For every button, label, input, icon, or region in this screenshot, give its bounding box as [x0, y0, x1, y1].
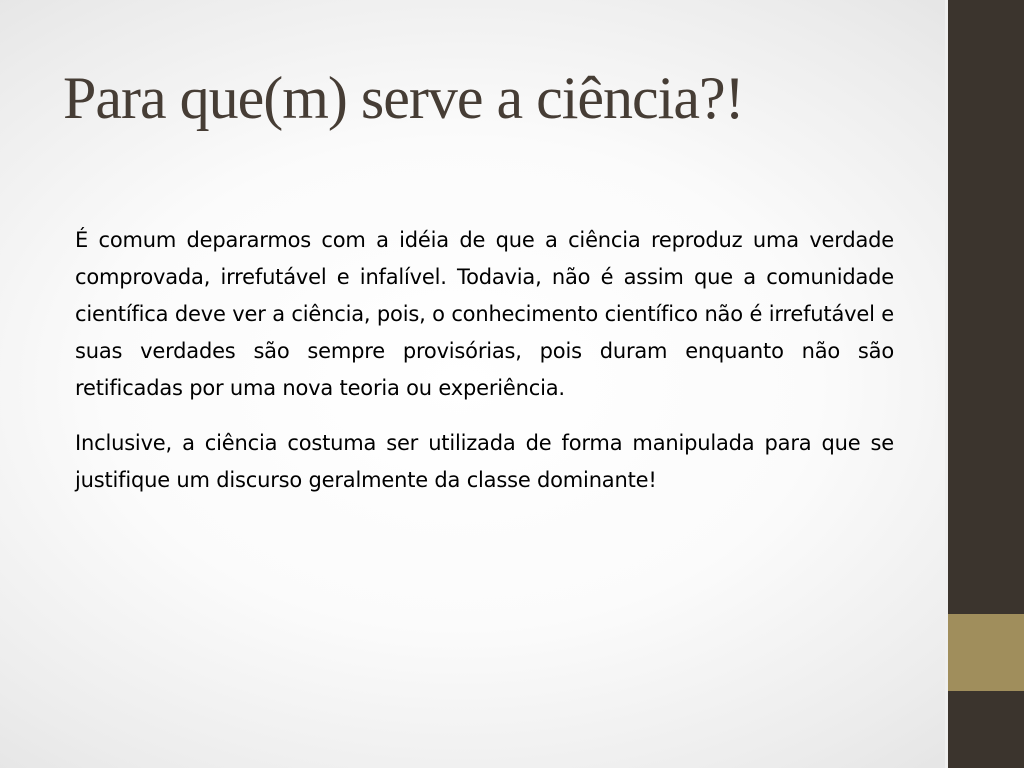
- sidebar-accent-block: [948, 614, 1024, 691]
- body-paragraph-2: Inclusive, a ciência costuma ser utilizada de forma manipulada para que se justifique um discurso geralmente da classe dominante!: [75, 431, 894, 492]
- slide-title: Para que(m) serve a ciência?!: [63, 65, 744, 131]
- slide-body: [75, 222, 894, 517]
- body-paragraph-1: É comum depararmos com a idéia de que a ciência reproduz uma verdade comprovada, irrefutável e infalível. Todavia, não é assim que a comunidade científica deve ver a ciência, pois, o conhecimento científico não é irrefutável e suas verdades são sempre provisórias, pois duram enquanto não são retificadas por uma nova teoria ou experiência.: [75, 228, 894, 400]
- decorative-sidebar: [948, 0, 1024, 768]
